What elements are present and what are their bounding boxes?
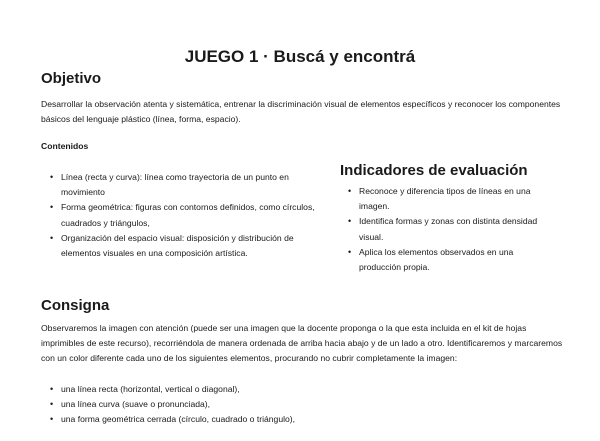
bullet-icon: • bbox=[348, 186, 352, 196]
list-item: • una línea recta (horizontal, vertical o diagonal), bbox=[48, 382, 548, 397]
list-item: • Forma geométrica: figuras con contornos definidos, como círculos, cuadrados y triángulos, bbox=[50, 202, 315, 228]
list-item: • Línea (recta y curva): línea como trayectoria de un punto en movimiento bbox=[50, 172, 289, 198]
objetivo-heading: Objetivo bbox=[41, 70, 102, 87]
objetivo-text: Desarrollar la observación atenta y sistemática, entrenar la discriminación visual de elementos específicos y reconocer los componentes básicos del lenguaje plástico (línea, forma, espacio). bbox=[41, 99, 561, 124]
bullet-icon: • bbox=[50, 398, 54, 409]
bullet-icon: • bbox=[348, 216, 352, 227]
list-item: • Identifica formas y zonas con distinta densidad visual. bbox=[348, 216, 538, 242]
list-item: • Aplica los elementos observados en una producción propia. bbox=[348, 246, 514, 273]
bullet-icon: • bbox=[348, 246, 352, 257]
list-item: • Organización del espacio visual: disposición y distribución de elementos visuales en una composición artística. bbox=[50, 232, 294, 259]
bullet-icon: • bbox=[50, 172, 54, 182]
bullet-icon: • bbox=[50, 202, 54, 213]
list-item: • una línea curva (suave o pronunciada), bbox=[48, 397, 548, 412]
contenidos-heading: Contenidos bbox=[41, 141, 89, 151]
bullet-icon: • bbox=[50, 384, 54, 394]
bullet-icon: • bbox=[50, 232, 54, 243]
list-item: • Reconoce y diferencia tipos de líneas en una imagen. bbox=[348, 186, 531, 212]
page-title: JUEGO 1 · Buscá y encontrá bbox=[184, 47, 416, 66]
bullet-icon: • bbox=[50, 413, 54, 424]
indicadores-list bbox=[346, 184, 556, 275]
consigna-heading: Consigna bbox=[41, 297, 110, 314]
consigna-text: Observaremos la imagen con atención (puede ser una imagen que la docente proponga o la que esta incluida en el kit de hojas imprimibles de este recurso), recorriéndola de manera ordenada de arriba hacia abajo y de un lado a otro. Identificaremos y marcaremos con un color diferente cada uno de los siguientes elementos, procurando no cubrir completamente la imagen: bbox=[41, 323, 563, 363]
list-item: • una forma geométrica cerrada (círculo, cuadrado o triángulo), bbox=[48, 412, 548, 427]
indicadores-heading: Indicadores de evaluación bbox=[340, 162, 528, 179]
contenidos-list bbox=[48, 170, 328, 261]
consigna-list bbox=[48, 382, 548, 426]
